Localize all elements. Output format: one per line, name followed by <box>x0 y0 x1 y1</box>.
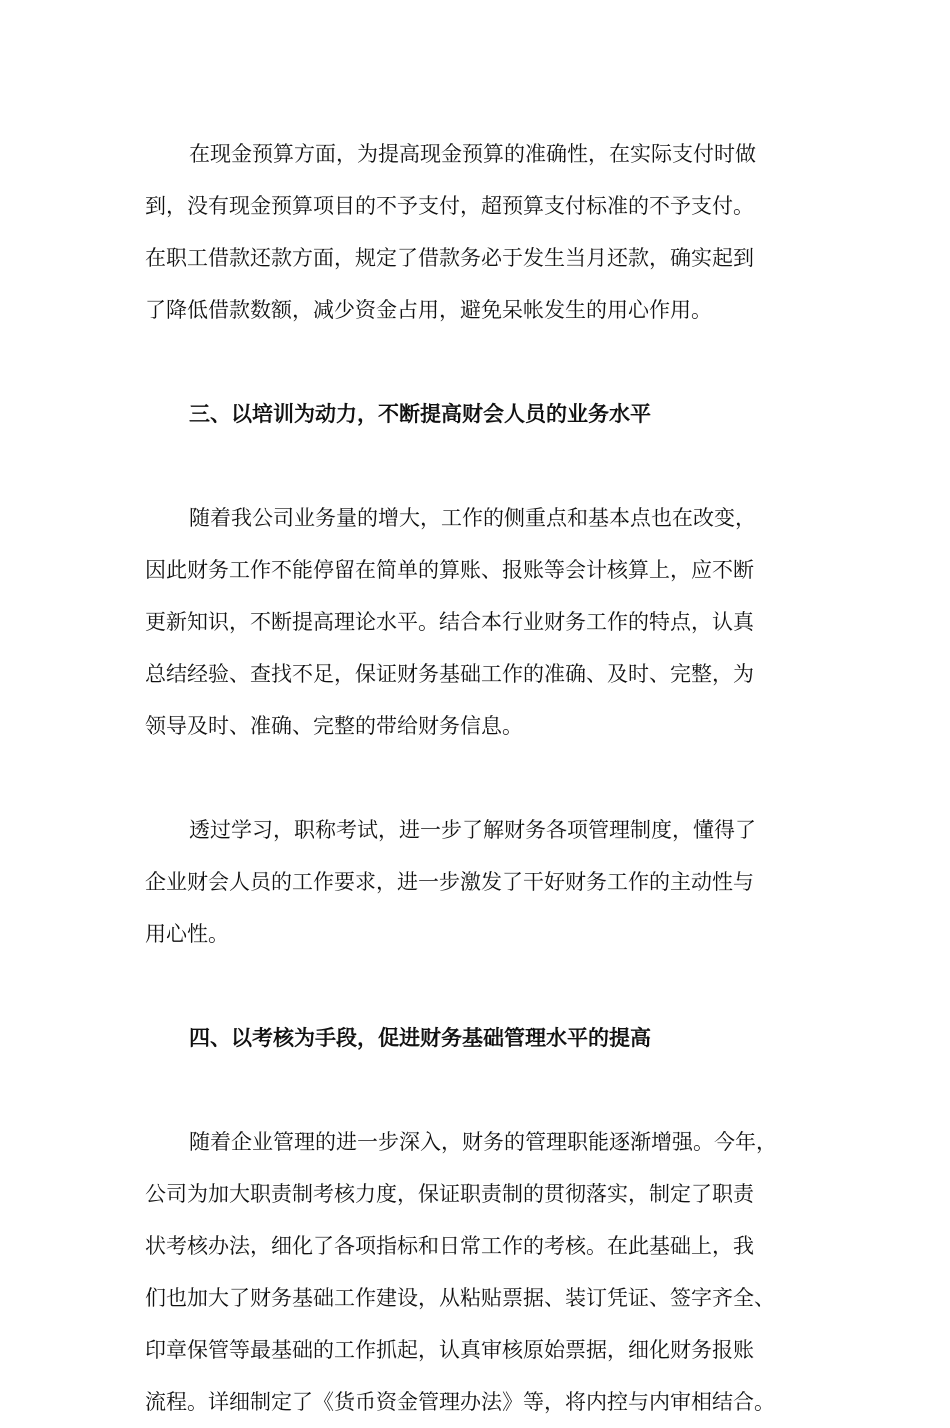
paragraph-spacer <box>145 336 805 388</box>
paragraph-line: 流程。详细制定了《货币资金管理办法》等，将内控与内审相结合。 <box>145 1390 775 1414</box>
section-heading: 四、以考核为手段，促进财务基础管理水平的提高 <box>189 1025 651 1050</box>
paragraph-spacer <box>145 440 805 492</box>
paragraph-line: 用心性。 <box>145 922 229 946</box>
paragraph-line: 在现金预算方面，为提高现金预算的准确性，在实际支付时做 <box>189 142 756 166</box>
paragraph-line: 随着企业管理的进一步深入，财务的管理职能逐渐增强。今年， <box>189 1130 777 1154</box>
paragraph-line: 总结经验、查找不足，保证财务基础工作的准确、及时、完整，为 <box>145 662 754 686</box>
paragraph-line: 领导及时、准确、完整的带给财务信息。 <box>145 714 523 738</box>
paragraph-spacer <box>145 1064 805 1116</box>
section-heading: 三、以培训为动力，不断提高财会人员的业务水平 <box>189 401 651 426</box>
paragraph-line: 印章保管等最基础的工作抓起，认真审核原始票据，细化财务报账 <box>145 1338 754 1362</box>
paragraph-line: 更新知识，不断提高理论水平。结合本行业财务工作的特点，认真 <box>145 610 754 634</box>
paragraph-spacer <box>145 960 805 1012</box>
paragraph-line: 公司为加大职责制考核力度，保证职责制的贯彻落实，制定了职责 <box>145 1182 754 1206</box>
paragraph-line: 透过学习，职称考试，进一步了解财务各项管理制度，懂得了 <box>189 818 756 842</box>
paragraph-line: 到，没有现金预算项目的不予支付，超预算支付标准的不予支付。 <box>145 194 754 218</box>
paragraph-spacer <box>145 752 805 804</box>
paragraph-line: 因此财务工作不能停留在简单的算账、报账等会计核算上，应不断 <box>145 558 754 582</box>
document-page <box>145 128 805 1428</box>
paragraph-line: 在职工借款还款方面，规定了借款务必于发生当月还款，确实起到 <box>145 246 754 270</box>
paragraph-line: 随着我公司业务量的增大，工作的侧重点和基本点也在改变， <box>189 506 756 530</box>
paragraph-line: 了降低借款数额，减少资金占用，避免呆帐发生的用心作用。 <box>145 298 712 322</box>
paragraph-line: 状考核办法，细化了各项指标和日常工作的考核。在此基础上，我 <box>145 1234 754 1258</box>
paragraph-line: 企业财会人员的工作要求，进一步激发了干好财务工作的主动性与 <box>145 870 754 894</box>
paragraph-line: 们也加大了财务基础工作建设，从粘贴票据、装订凭证、签字齐全、 <box>145 1286 775 1310</box>
